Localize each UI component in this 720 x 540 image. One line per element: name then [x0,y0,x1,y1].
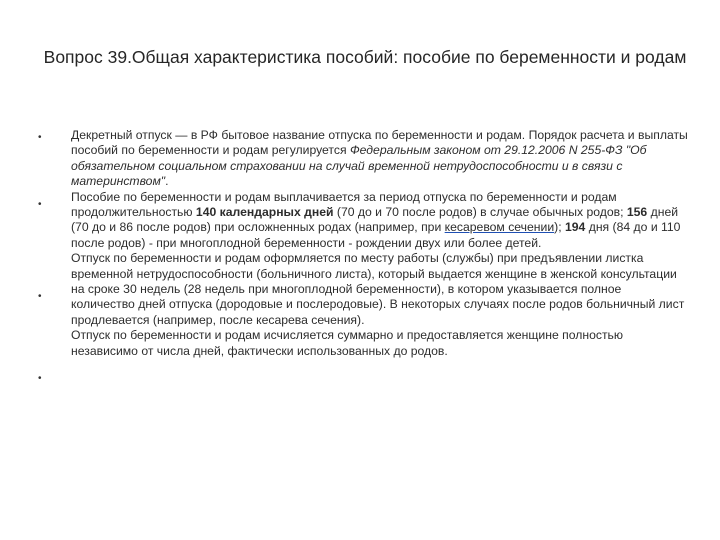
bullet-item [38,128,688,190]
bullet-text: дней (70 до и 86 после родов) при осложненных родах (например, при [71,205,679,235]
bullet-list [38,128,688,385]
bullet-text: (70 до и 70 после родов) в случае обычных родов; [333,205,627,220]
slide-title: Вопрос 39.Общая характеристика пособий: пособие по беременности и родам [43,47,687,67]
bullet-item [38,251,688,328]
bullet-text: . [165,174,169,189]
bullet-item [38,190,688,252]
bullet-text: Пособие по беременности и родам выплачивается за период отпуска по беременности и родам продолжительностью [71,189,617,220]
bullet-text: Отпуск по беременности и родам исчисляется суммарно и предоставляется женщине полностью независимо от числа дней, фактически использованных до родов. [71,328,624,358]
bold-duration: 156 [626,205,648,220]
bold-duration: 140 календарных дней [195,205,334,220]
bullet-text: дня (84 до и 110 после родов) - при многоплодной беременности - рождении двух или более детей. [71,220,681,250]
bold-duration: 194 [564,220,586,235]
bullet-text: Отпуск по беременности и родам оформляется по месту работы (службы) при предъявлении листка временной нетрудоспособности (больничного листа), который выдается женщине в женской консультации на сроке 30 недель (28 недель при многоплодной беременности), в котором указывается полное количество дней отпуска (дородовые и послеродовые). В некоторых случаях после родов больничный лист продлевается (например, после кесарева сечения). [71,251,685,327]
bullet-dot-icon: • [38,132,42,143]
bullet-dot-icon: • [38,373,42,385]
bullet-dot-icon: • [38,291,42,303]
bullet-text: Декретный отпуск — в РФ бытовое название отпуска по беременности и родам. Порядок расчета и выплаты пособий по беременности и родам регулируется [71,128,688,158]
bullet-dot-icon: • [38,198,42,210]
cesarean-link[interactable]: кесаревом сечении [444,220,555,235]
bullet-item [38,328,688,385]
law-reference: Федеральным законом от 29.12.2006 N 255-ФЗ "Об обязательном социальном страховании на случай временной нетрудоспособности и в связи с материнством" [71,143,647,189]
bullet-text: ); [554,220,565,235]
